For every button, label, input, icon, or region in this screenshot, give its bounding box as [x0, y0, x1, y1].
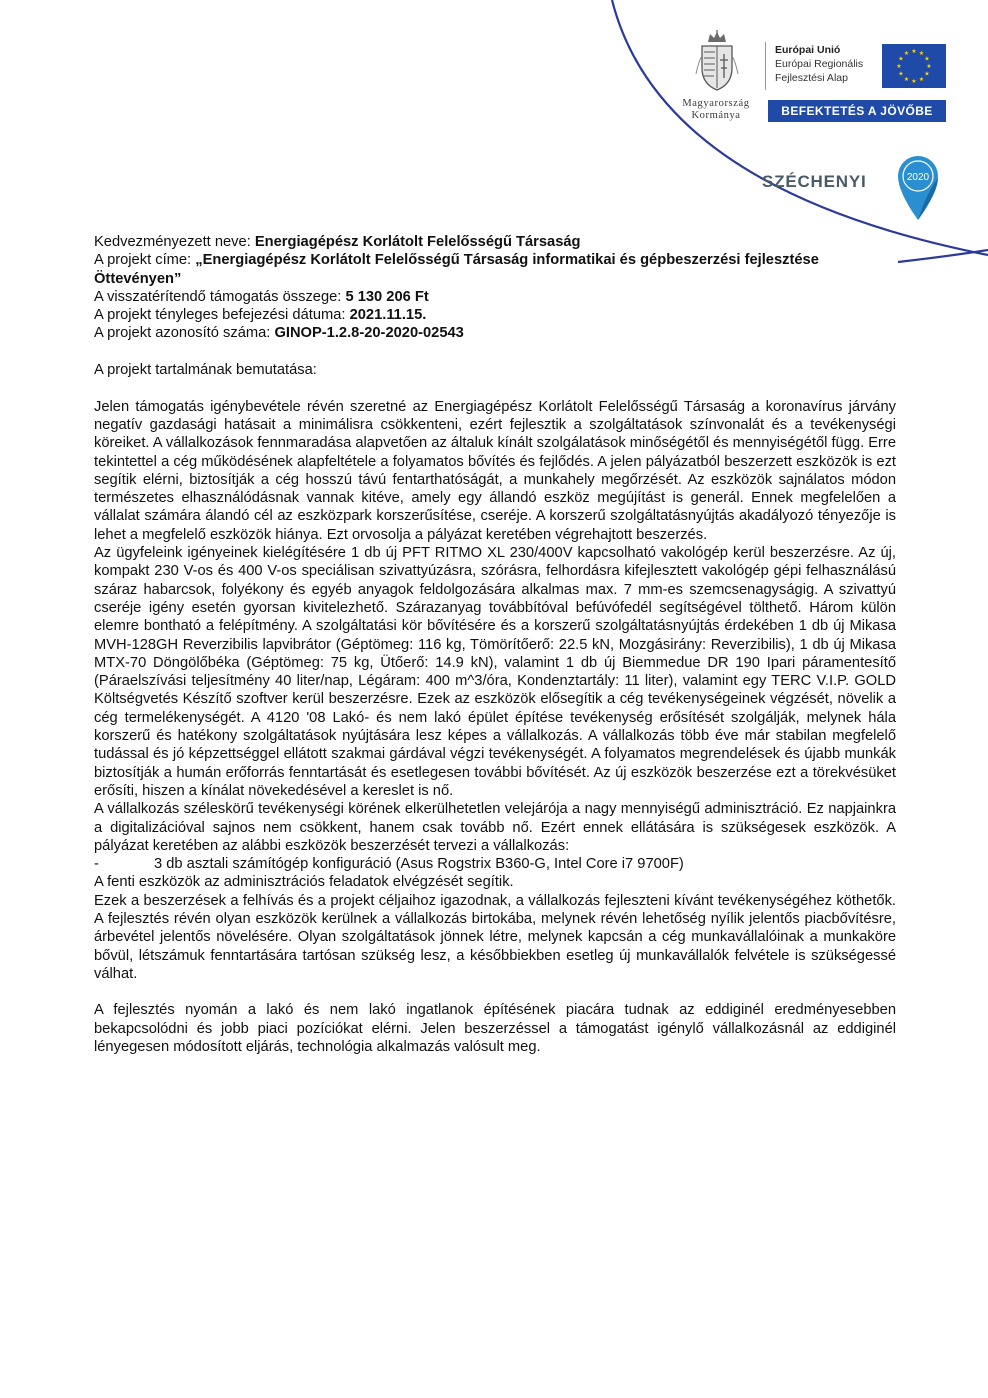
svg-text:★: ★: [924, 70, 930, 78]
completion-date-value: 2021.11.15.: [349, 307, 427, 324]
szechenyi-label: SZÉCHENYI: [762, 172, 867, 191]
investment-banner: BEFEKTETÉS A JÖVŐBE: [768, 100, 946, 122]
project-title-value: „Energiagépész Korlátolt Felelősségű Társaság informatikai és gépbeszerzési fejlesztése Öttevényen”: [94, 252, 819, 287]
paragraph-4: A fenti eszközök az adminisztrációs feladatok elvégzését segítik.: [94, 874, 514, 891]
svg-text:★: ★: [926, 63, 932, 70]
document-body: [94, 233, 896, 1056]
beneficiary-label: Kedvezményezett neve:: [94, 234, 255, 250]
svg-text:★: ★: [898, 55, 904, 63]
svg-text:★: ★: [898, 70, 904, 78]
paragraph-3: A vállalkozás széleskörű tevékenységi körének elkerülhetetlen velejárója a nagy mennyiségű adminisztráció. Ez napjainkra a digitalizációval sajnos nem csökkent, hanem csak tovább nő. Ezért ennek ellátására is szükségesek eszközök. A pályázat keretében az alábbi eszközök beszerzését tervezi a vállalkozás:: [94, 801, 896, 854]
hungarian-government-label: [664, 98, 768, 122]
szechenyi-pin-icon: [894, 154, 942, 220]
section-heading: A projekt tartalmának bemutatása:: [94, 362, 317, 379]
hu-gov-line1: Magyarország: [682, 98, 750, 109]
project-id-line: [94, 324, 896, 342]
list-item: [94, 855, 896, 873]
paragraph-1: Jelen támogatás igénybevétele révén szeretné az Energiagépész Korlátolt Felelősségű Társaság a koronavírus járvány negatív gazdasági hatásait a minimálisra csökkenteni, ezért fejlesztik a szolgáltatások színvonalát és a tevékenységi köreiket. A vállalkozások fennmaradása alapvetően az általuk kínált szolgálatások minőségétől és mennyiségétől függ. Erre tekintettel a cég működésének alapfeltétele a folyamatos bővítés és fejlődés. A jelen pályázatból beszerzett eszközök is ezt segítik elérni, biztosítják a cég hosszú távú fentarthatóságát, a munkahely megőrzését. Az eszközök sajnálatos módon természetes elhasználódásnak vannak kitéve, amely egy állandó eszköz megújítást is generál. Ennek megfelelően a vállalat számára álandó cél az eszközpark korszerűsítése, cseréje. A korszerű szolgáltatásnyújtás akadályozó tényezője is lehet a megfelelő eszközök hiánya. Ezt orvosolja a pályázat keretében végrehajtott beszerzés.: [94, 398, 896, 543]
svg-text:★: ★: [911, 48, 917, 55]
paragraph-5: Ezek a beszerzések a felhívás és a projekt céljaihoz igazodnak, a vállalkozás fejleszteni kívánt tevékenységéhez köthetők. A fejlesztés révén olyan eszközök kerülnek a vállalkozás birtokába, melynek révén lehetőség nyílik jelentős piacbővítésre, árbevétel jelentős növelésére. Olyan szolgáltatások jönnek létre, melynek kapcsán a cég munkavállalóinak a munkaköre bővül, létszámuk fenntartására tartósan szükség lesz, a későbbiekben esetleg új munkavállalók felvétele is szükségessé válhat.: [94, 892, 896, 982]
beneficiary-value: Energiagépész Korlátolt Felelősségű Társaság: [254, 234, 581, 250]
project-title-label: A projekt címe:: [94, 252, 196, 269]
eu-divider: [765, 42, 766, 90]
svg-text:★: ★: [903, 50, 910, 57]
support-amount-line: [94, 288, 896, 306]
paragraph-2: Az ügyfeleink igényeinek kielégítésére 1 db új PFT RITMO XL 230/400V kapcsolható vakológép kerül beszerzésre. Az új, kompakt 230 V-os és 400 V-os speciálisan szivattyúzásra, szórásra, felhordásra kifejlesztett vakológép gépi felhasználású száraz habarcsok, folyékony és egyéb anyagok feldolgozására alkalmas max. 7 mm-es szemcsenagyságig. A szivattyú cseréje igény esetén gyorsan kivitelezhető. Szárazanyag továbbítóval befúvófedél segítségével tölthető. Három külön elemre bontható a felépítmény. A szolgáltatási kör bővítésére és a korszerű szolgáltatásnyújtás érdekében 1 db új Mikasa MVH-128GH Reverzibilis lapvibrátor (Géptömeg: 116 kg, Tömörítőerő: 22.5 kN, Mozgásirány: Reverzibilis), 1 db új Mikasa MTX-70 Döngölőbéka (Géptömeg: 75 kg, Ütőerő: 14.9 kN), valamint 1 db új Biemmedue DR 190 Ipari páramentesítő (Páraelszívási teljesítmény 40 liter/nap, Légáram: 400 m^3/óra, Kondenztartály: 11 liter), valamint egy TERC V.I.P. GOLD Költségvetés Készítő szoftver kerül beszerzésre. Ezek az eszközök elősegítik a cég tevékenységeinek végzését, növelik a cég termelékenységét. A 4120 '08 Lakó- és nem lakó épület építése tevékenység erősítését szolgálják, melynek hála korszerű és hatékony szolgáltatások nyújtására lesz képes a vállalkozás. A vállalkozás több éve már stabilan megfelelő tudással és jó képzettséggel ellátott szakmai gárdával végzi tevékenységét. A folyamatos megrendelések és újabb munkák biztosítják a humán erőforrás fenntartását és esetlegesen további bővítését. Az új eszközök beszerzése ezt a törekvésüket erősíti, hiszen a kínálat növekedésével a kereslet is nő.: [94, 545, 896, 799]
svg-text:★: ★: [918, 50, 925, 57]
completion-date-label: A projekt tényleges befejezési dátuma:: [94, 307, 350, 324]
svg-text:★: ★: [896, 63, 902, 70]
project-id-value: GINOP-1.2.8-20-2020-02543: [274, 325, 464, 342]
hu-gov-line2: Kormánya: [691, 110, 741, 121]
project-title-line: [94, 251, 896, 288]
support-amount-label: A visszatérítendő támogatás összege:: [94, 288, 346, 305]
list-item-text: 3 db asztali számítógép konfiguráció (Asus Rogstrix B360-G, Intel Core i7 9700F): [154, 856, 684, 873]
hungarian-coat-of-arms-icon: [694, 30, 740, 94]
svg-text:★: ★: [924, 55, 930, 63]
svg-text:★: ★: [903, 76, 910, 83]
list-dash: -: [94, 856, 99, 873]
eu-line2: Európai Regionális: [775, 58, 864, 70]
project-id-label: A projekt azonosító száma:: [94, 325, 275, 342]
svg-text:★: ★: [918, 76, 925, 83]
eu-line3: Fejlesztési Alap: [775, 72, 848, 84]
support-amount-value: 5 130 206 Ft: [345, 288, 429, 305]
eu-line1: Európai Unió: [775, 44, 841, 56]
paragraph-6: A fejlesztés nyomán a lakó és nem lakó ingatlanok építésének piacára tudnak az eddiginél eredményesebben bekapcsolódni és jobb piaci pozíciókat elérni. Jelen beszerzéssel a támogatást igénylő vállalkozásnál az eddiginél lényegesen módosított eljárás, technológia alkalmazás valósult meg.: [94, 1002, 896, 1056]
eu-label: [775, 43, 863, 85]
eu-flag-icon: [882, 44, 946, 88]
szechenyi-year: 2020: [906, 172, 930, 183]
completion-date-line: [94, 306, 896, 324]
svg-text:★: ★: [911, 78, 917, 85]
beneficiary-line: [94, 233, 896, 251]
